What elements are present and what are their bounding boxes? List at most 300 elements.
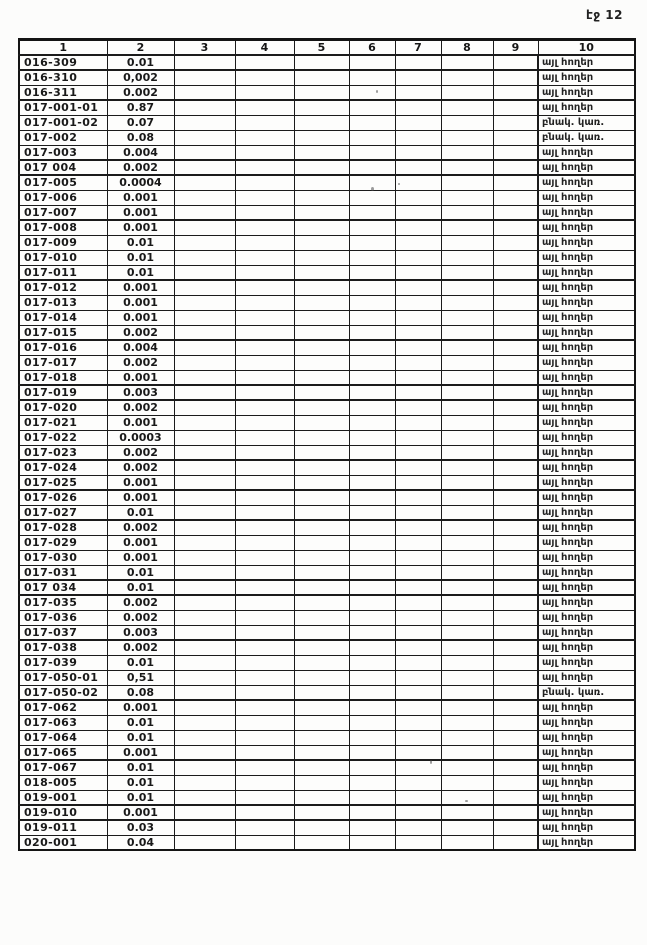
empty-cell	[441, 205, 493, 220]
empty-cell	[174, 280, 235, 295]
area-value-cell: 0.002	[107, 355, 174, 370]
empty-cell	[395, 190, 441, 205]
empty-cell	[441, 805, 493, 820]
table-row	[19, 340, 635, 355]
empty-cell	[441, 430, 493, 445]
empty-cell	[174, 535, 235, 550]
header-row	[19, 40, 635, 56]
empty-cell	[395, 610, 441, 625]
empty-cell	[235, 535, 294, 550]
area-value-cell: 0.01	[107, 715, 174, 730]
table-row	[19, 70, 635, 85]
empty-cell	[174, 805, 235, 820]
parcel-code-cell: 017-015	[19, 325, 107, 340]
empty-cell	[441, 55, 493, 70]
empty-cell	[294, 160, 349, 175]
parcel-code-cell: 017-030	[19, 550, 107, 565]
land-category-cell: այլ հողեր	[538, 70, 635, 85]
empty-cell	[349, 670, 395, 685]
table-row	[19, 310, 635, 325]
empty-cell	[235, 385, 294, 400]
empty-cell	[493, 55, 538, 70]
empty-cell	[294, 415, 349, 430]
empty-cell	[395, 430, 441, 445]
empty-cell	[174, 370, 235, 385]
empty-cell	[349, 550, 395, 565]
empty-cell	[174, 175, 235, 190]
table-row	[19, 715, 635, 730]
table-row	[19, 370, 635, 385]
land-category-cell: այլ հողեր	[538, 220, 635, 235]
parcel-code-cell: 017-014	[19, 310, 107, 325]
empty-cell	[294, 820, 349, 835]
empty-cell	[441, 100, 493, 115]
table-row	[19, 175, 635, 190]
parcel-code-cell: 017-001-02	[19, 115, 107, 130]
empty-cell	[235, 520, 294, 535]
parcel-code-cell: 017-031	[19, 565, 107, 580]
parcel-code-cell: 017-013	[19, 295, 107, 310]
empty-cell	[174, 460, 235, 475]
empty-cell	[235, 400, 294, 415]
land-category-cell: այլ հողեր	[538, 565, 635, 580]
empty-cell	[174, 100, 235, 115]
empty-cell	[441, 550, 493, 565]
column-header: 8	[441, 40, 493, 56]
land-category-cell: այլ հողեր	[538, 490, 635, 505]
area-value-cell: 0.001	[107, 700, 174, 715]
table-row	[19, 400, 635, 415]
empty-cell	[395, 415, 441, 430]
empty-cell	[395, 835, 441, 850]
empty-cell	[493, 70, 538, 85]
table-row	[19, 625, 635, 640]
land-category-cell: այլ հողեր	[538, 655, 635, 670]
parcel-code-cell: 017-006	[19, 190, 107, 205]
area-value-cell: 0.01	[107, 760, 174, 775]
table-row	[19, 445, 635, 460]
empty-cell	[395, 340, 441, 355]
empty-cell	[235, 325, 294, 340]
empty-cell	[441, 145, 493, 160]
area-value-cell: 0.002	[107, 400, 174, 415]
empty-cell	[349, 685, 395, 700]
empty-cell	[235, 625, 294, 640]
scan-speck	[376, 90, 378, 93]
empty-cell	[174, 55, 235, 70]
empty-cell	[235, 250, 294, 265]
parcel-code-cell: 018-005	[19, 775, 107, 790]
empty-cell	[493, 160, 538, 175]
empty-cell	[395, 115, 441, 130]
empty-cell	[174, 130, 235, 145]
empty-cell	[235, 160, 294, 175]
parcel-code-cell: 016-310	[19, 70, 107, 85]
empty-cell	[235, 55, 294, 70]
empty-cell	[441, 250, 493, 265]
empty-cell	[395, 250, 441, 265]
empty-cell	[349, 715, 395, 730]
table-row	[19, 220, 635, 235]
parcel-code-cell: 017-035	[19, 595, 107, 610]
empty-cell	[349, 370, 395, 385]
empty-cell	[235, 340, 294, 355]
empty-cell	[235, 175, 294, 190]
table-row	[19, 805, 635, 820]
empty-cell	[493, 265, 538, 280]
land-category-cell: այլ հողեր	[538, 460, 635, 475]
land-category-cell: այլ հողեր	[538, 760, 635, 775]
empty-cell	[441, 460, 493, 475]
table-row	[19, 115, 635, 130]
empty-cell	[294, 220, 349, 235]
empty-cell	[174, 85, 235, 100]
table-row	[19, 295, 635, 310]
empty-cell	[395, 550, 441, 565]
table-row	[19, 655, 635, 670]
table-row	[19, 325, 635, 340]
empty-cell	[294, 355, 349, 370]
parcel-code-cell: 017-011	[19, 265, 107, 280]
parcel-code-cell: 017-020	[19, 400, 107, 415]
parcel-code-cell: 017-038	[19, 640, 107, 655]
empty-cell	[294, 745, 349, 760]
land-category-cell: այլ հողեր	[538, 295, 635, 310]
empty-cell	[174, 565, 235, 580]
land-category-cell: այլ հողեր	[538, 730, 635, 745]
parcel-code-cell: 017-012	[19, 280, 107, 295]
empty-cell	[493, 565, 538, 580]
table-row	[19, 265, 635, 280]
empty-cell	[441, 130, 493, 145]
empty-cell	[349, 565, 395, 580]
empty-cell	[441, 445, 493, 460]
land-category-cell: այլ հողեր	[538, 235, 635, 250]
area-value-cell: 0.001	[107, 295, 174, 310]
empty-cell	[349, 160, 395, 175]
land-category-cell: այլ հողեր	[538, 625, 635, 640]
empty-cell	[493, 625, 538, 640]
empty-cell	[493, 490, 538, 505]
empty-cell	[395, 655, 441, 670]
column-header: 7	[395, 40, 441, 56]
land-category-cell: այլ հողեր	[538, 145, 635, 160]
empty-cell	[174, 550, 235, 565]
empty-cell	[493, 235, 538, 250]
empty-cell	[441, 580, 493, 595]
area-value-cell: 0.01	[107, 775, 174, 790]
empty-cell	[235, 685, 294, 700]
table-row	[19, 760, 635, 775]
empty-cell	[441, 760, 493, 775]
land-category-cell: այլ հողեր	[538, 250, 635, 265]
empty-cell	[235, 550, 294, 565]
empty-cell	[493, 415, 538, 430]
empty-cell	[493, 280, 538, 295]
empty-cell	[349, 520, 395, 535]
empty-cell	[349, 790, 395, 805]
empty-cell	[294, 340, 349, 355]
table-header	[19, 40, 635, 56]
table-row	[19, 130, 635, 145]
empty-cell	[395, 760, 441, 775]
table-row	[19, 565, 635, 580]
area-value-cell: 0.03	[107, 820, 174, 835]
empty-cell	[235, 460, 294, 475]
empty-cell	[349, 595, 395, 610]
area-value-cell: 0.001	[107, 550, 174, 565]
parcel-code-cell: 017-065	[19, 745, 107, 760]
land-category-cell: այլ հողեր	[538, 790, 635, 805]
column-header: 5	[294, 40, 349, 56]
land-category-cell: այլ հողեր	[538, 835, 635, 850]
empty-cell	[294, 205, 349, 220]
empty-cell	[441, 280, 493, 295]
table-row	[19, 235, 635, 250]
empty-cell	[349, 700, 395, 715]
empty-cell	[235, 490, 294, 505]
empty-cell	[349, 625, 395, 640]
empty-cell	[395, 475, 441, 490]
table-row	[19, 730, 635, 745]
empty-cell	[235, 130, 294, 145]
empty-cell	[235, 805, 294, 820]
empty-cell	[294, 625, 349, 640]
empty-cell	[294, 610, 349, 625]
empty-cell	[493, 520, 538, 535]
empty-cell	[441, 535, 493, 550]
table-row	[19, 55, 635, 70]
empty-cell	[349, 100, 395, 115]
empty-cell	[174, 490, 235, 505]
table-row	[19, 640, 635, 655]
column-header: 2	[107, 40, 174, 56]
empty-cell	[441, 700, 493, 715]
empty-cell	[493, 820, 538, 835]
empty-cell	[349, 310, 395, 325]
area-value-cell: 0.001	[107, 190, 174, 205]
empty-cell	[395, 625, 441, 640]
land-category-cell: այլ հողեր	[538, 580, 635, 595]
table-row	[19, 580, 635, 595]
table-row	[19, 595, 635, 610]
empty-cell	[294, 295, 349, 310]
area-value-cell: 0.04	[107, 835, 174, 850]
empty-cell	[395, 385, 441, 400]
area-value-cell: 0.002	[107, 520, 174, 535]
empty-cell	[174, 685, 235, 700]
empty-cell	[441, 640, 493, 655]
empty-cell	[294, 550, 349, 565]
parcel-code-cell: 017-023	[19, 445, 107, 460]
empty-cell	[235, 775, 294, 790]
table-row	[19, 670, 635, 685]
land-category-cell: այլ հողեր	[538, 340, 635, 355]
empty-cell	[493, 100, 538, 115]
empty-cell	[441, 475, 493, 490]
scan-speck	[398, 183, 400, 185]
empty-cell	[441, 730, 493, 745]
land-category-cell: այլ հողեր	[538, 160, 635, 175]
empty-cell	[441, 655, 493, 670]
table-row	[19, 205, 635, 220]
empty-cell	[294, 835, 349, 850]
empty-cell	[395, 145, 441, 160]
empty-cell	[294, 55, 349, 70]
table-row	[19, 355, 635, 370]
empty-cell	[395, 730, 441, 745]
area-value-cell: 0.01	[107, 265, 174, 280]
parcel-code-cell: 017-029	[19, 535, 107, 550]
empty-cell	[441, 610, 493, 625]
empty-cell	[294, 385, 349, 400]
area-value-cell: 0.003	[107, 385, 174, 400]
empty-cell	[294, 655, 349, 670]
empty-cell	[395, 640, 441, 655]
empty-cell	[235, 715, 294, 730]
empty-cell	[441, 520, 493, 535]
empty-cell	[174, 835, 235, 850]
table-row	[19, 250, 635, 265]
empty-cell	[174, 190, 235, 205]
empty-cell	[395, 775, 441, 790]
empty-cell	[441, 715, 493, 730]
empty-cell	[493, 775, 538, 790]
empty-cell	[493, 400, 538, 415]
empty-cell	[349, 505, 395, 520]
empty-cell	[174, 115, 235, 130]
empty-cell	[493, 430, 538, 445]
empty-cell	[493, 805, 538, 820]
parcel-code-cell: 017 004	[19, 160, 107, 175]
land-registry-table	[18, 38, 636, 851]
empty-cell	[294, 460, 349, 475]
land-category-cell: այլ հողեր	[538, 265, 635, 280]
table-row	[19, 835, 635, 850]
parcel-code-cell: 017-010	[19, 250, 107, 265]
empty-cell	[294, 775, 349, 790]
empty-cell	[235, 370, 294, 385]
land-category-cell: այլ հողեր	[538, 640, 635, 655]
empty-cell	[493, 475, 538, 490]
area-value-cell: 0.01	[107, 505, 174, 520]
empty-cell	[493, 115, 538, 130]
land-category-cell: այլ հողեր	[538, 445, 635, 460]
empty-cell	[294, 325, 349, 340]
land-category-cell: այլ հողեր	[538, 100, 635, 115]
parcel-code-cell: 017-008	[19, 220, 107, 235]
empty-cell	[294, 805, 349, 820]
empty-cell	[174, 310, 235, 325]
empty-cell	[493, 685, 538, 700]
empty-cell	[441, 685, 493, 700]
area-value-cell: 0.01	[107, 55, 174, 70]
empty-cell	[294, 535, 349, 550]
empty-cell	[294, 85, 349, 100]
empty-cell	[493, 250, 538, 265]
area-value-cell: 0.0004	[107, 175, 174, 190]
parcel-code-cell: 017-016	[19, 340, 107, 355]
table-row	[19, 280, 635, 295]
empty-cell	[294, 130, 349, 145]
empty-cell	[235, 115, 294, 130]
area-value-cell: 0.001	[107, 805, 174, 820]
parcel-code-cell: 017-037	[19, 625, 107, 640]
area-value-cell: 0.004	[107, 340, 174, 355]
empty-cell	[174, 640, 235, 655]
empty-cell	[235, 835, 294, 850]
empty-cell	[395, 820, 441, 835]
empty-cell	[395, 130, 441, 145]
empty-cell	[174, 670, 235, 685]
land-category-cell: այլ հողեր	[538, 400, 635, 415]
empty-cell	[235, 700, 294, 715]
empty-cell	[294, 715, 349, 730]
empty-cell	[174, 760, 235, 775]
land-category-cell: այլ հողեր	[538, 385, 635, 400]
empty-cell	[349, 280, 395, 295]
empty-cell	[235, 205, 294, 220]
empty-cell	[493, 325, 538, 340]
empty-cell	[174, 205, 235, 220]
empty-cell	[395, 790, 441, 805]
land-category-cell: այլ հողեր	[538, 475, 635, 490]
empty-cell	[294, 250, 349, 265]
empty-cell	[395, 295, 441, 310]
area-value-cell: 0.001	[107, 220, 174, 235]
empty-cell	[395, 490, 441, 505]
parcel-code-cell: 019-010	[19, 805, 107, 820]
empty-cell	[294, 580, 349, 595]
empty-cell	[235, 445, 294, 460]
empty-cell	[174, 715, 235, 730]
empty-cell	[441, 355, 493, 370]
empty-cell	[395, 805, 441, 820]
empty-cell	[441, 415, 493, 430]
empty-cell	[441, 70, 493, 85]
land-category-cell: այլ հողեր	[538, 550, 635, 565]
empty-cell	[493, 790, 538, 805]
land-category-cell: այլ հողեր	[538, 595, 635, 610]
empty-cell	[235, 430, 294, 445]
empty-cell	[174, 235, 235, 250]
empty-cell	[493, 580, 538, 595]
empty-cell	[493, 130, 538, 145]
area-value-cell: 0.87	[107, 100, 174, 115]
empty-cell	[349, 490, 395, 505]
empty-cell	[349, 220, 395, 235]
column-header: 9	[493, 40, 538, 56]
table-row	[19, 385, 635, 400]
empty-cell	[395, 160, 441, 175]
empty-cell	[294, 70, 349, 85]
empty-cell	[174, 430, 235, 445]
table-row	[19, 775, 635, 790]
empty-cell	[174, 445, 235, 460]
empty-cell	[395, 355, 441, 370]
empty-cell	[174, 265, 235, 280]
table-row	[19, 505, 635, 520]
empty-cell	[441, 115, 493, 130]
empty-cell	[294, 790, 349, 805]
empty-cell	[493, 730, 538, 745]
table-row	[19, 160, 635, 175]
land-category-cell: այլ հողեր	[538, 805, 635, 820]
area-value-cell: 0.002	[107, 325, 174, 340]
empty-cell	[235, 310, 294, 325]
empty-cell	[174, 145, 235, 160]
empty-cell	[493, 145, 538, 160]
